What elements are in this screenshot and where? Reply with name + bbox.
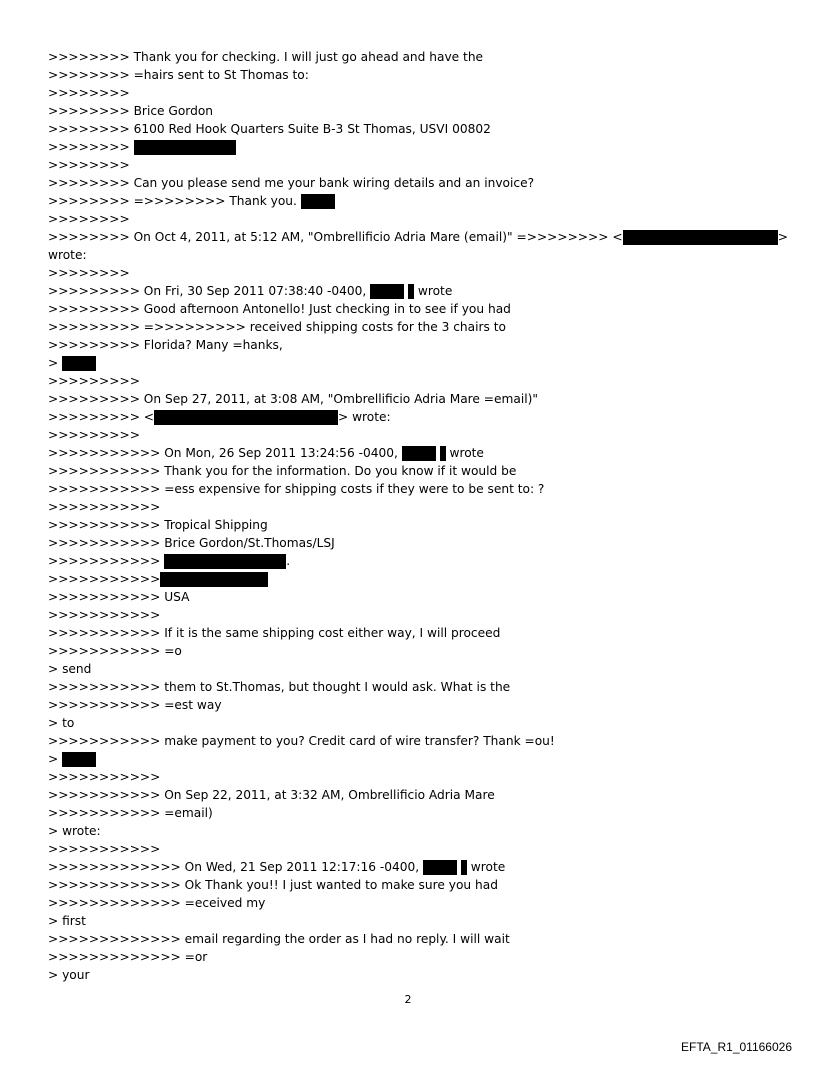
email-line: [48, 390, 788, 408]
email-line: [48, 210, 788, 228]
email-line: [48, 318, 788, 336]
email-line: [48, 714, 788, 732]
email-line: [48, 192, 788, 210]
email-line: [48, 516, 788, 534]
line-text: > send: [48, 662, 92, 676]
email-line: [48, 246, 788, 264]
line-text: >>>>>>>> Thank you for checking. I will just go ahead and have the: [48, 50, 484, 64]
redaction-box: [160, 572, 268, 587]
email-line: [48, 120, 788, 138]
line-text: wrote: [445, 446, 484, 460]
line-text: >>>>>>>>>>> make payment to you? Credit card of wire transfer? Thank =ou!: [48, 734, 555, 748]
line-text: >>>>>>>> =hairs sent to St Thomas to:: [48, 68, 309, 82]
line-text: >>>>>>>>>>> Tropical Shipping: [48, 518, 268, 532]
email-line: [48, 264, 788, 282]
email-body: [48, 48, 788, 984]
email-line: [48, 102, 788, 120]
email-line: [48, 480, 788, 498]
email-line: [48, 174, 788, 192]
line-text: >>>>>>>>> On Fri, 30 Sep 2011 07:38:40 -0400,: [48, 284, 371, 298]
redaction-box: [134, 140, 236, 155]
email-line: [48, 768, 788, 786]
line-text: >>>>>>>> Brice Gordon: [48, 104, 214, 118]
line-text: > to: [48, 716, 75, 730]
email-line: [48, 48, 788, 66]
email-line: [48, 606, 788, 624]
email-line: [48, 966, 788, 984]
redaction-box: [62, 752, 96, 767]
email-line: [48, 426, 788, 444]
line-text: >>>>>>>>>>>>> email regarding the order as I had no reply. I will wait: [48, 932, 510, 946]
line-text: >>>>>>>>>>>>> =eceived my: [48, 896, 266, 910]
line-text: >>>>>>>>>>>: [48, 554, 165, 568]
email-line: [48, 660, 788, 678]
line-text: >>>>>>>>>: [48, 428, 140, 442]
email-line: [48, 138, 788, 156]
email-line: [48, 552, 788, 570]
email-line: [48, 948, 788, 966]
line-text: >>>>>>>> Can you please send me your bank wiring details and an invoice?: [48, 176, 535, 190]
email-line: [48, 534, 788, 552]
line-text: >>>>>>>>>>> =est way: [48, 698, 222, 712]
email-line: [48, 372, 788, 390]
line-text: >>>>>>>>> Good afternoon Antonello! Just checking in to see if you had: [48, 302, 511, 316]
email-line: [48, 336, 788, 354]
email-line: [48, 930, 788, 948]
line-text: >: [48, 752, 63, 766]
line-text: .: [286, 554, 291, 568]
email-line: [48, 354, 788, 372]
line-text: > wrote:: [48, 824, 101, 838]
line-text: > wrote:: [338, 410, 391, 424]
line-text: > your: [48, 968, 90, 982]
email-line: [48, 624, 788, 642]
line-text: >>>>>>>>>>> If it is the same shipping cost either way, I will proceed: [48, 626, 501, 640]
line-text: >>>>>>>>> Florida? Many =hanks,: [48, 338, 283, 352]
email-line: [48, 912, 788, 930]
redaction-box: [62, 356, 96, 371]
email-line: [48, 282, 788, 300]
email-line: [48, 570, 788, 588]
email-line: [48, 156, 788, 174]
email-line: [48, 804, 788, 822]
email-line: [48, 678, 788, 696]
email-line: [48, 696, 788, 714]
redaction-box: [423, 860, 457, 875]
line-text: >>>>>>>>>>> Brice Gordon/St.Thomas/LSJ: [48, 536, 335, 550]
line-text: >>>>>>>>>>>>> Ok Thank you!! I just wanted to make sure you had: [48, 878, 498, 892]
email-line: [48, 462, 788, 480]
email-line: [48, 876, 788, 894]
line-text: >>>>>>>>>: [48, 374, 140, 388]
page-number: 2: [404, 993, 412, 1006]
redaction-box: [623, 230, 778, 245]
line-text: >>>>>>>>>>> On Sep 22, 2011, at 3:32 AM, Ombrellificio Adria Mare: [48, 788, 495, 802]
email-line: [48, 822, 788, 840]
line-text: >>>>>>>>: [48, 158, 130, 172]
line-text: >>>>>>>>>>>: [48, 608, 161, 622]
line-text: >>>>>>>>>>> Thank you for the information. Do you know if it would be: [48, 464, 517, 478]
email-line: [48, 840, 788, 858]
line-text: >>>>>>>>: [48, 86, 130, 100]
line-text: >>>>>>>>>>> them to St.Thomas, but thought I would ask. What is the: [48, 680, 511, 694]
line-text: >>>>>>>>> On Sep 27, 2011, at 3:08 AM, "Ombrellificio Adria Mare =email)": [48, 392, 538, 406]
line-text: >>>>>>>>: [48, 140, 134, 154]
email-line: [48, 858, 788, 876]
line-text: wrote: [414, 284, 453, 298]
email-line: [48, 750, 788, 768]
line-text: >>>>>>>>>>> =email): [48, 806, 213, 820]
line-text: > first: [48, 914, 86, 928]
redaction-box: [154, 410, 338, 425]
email-line: [48, 498, 788, 516]
line-text: >: [48, 356, 63, 370]
email-line: [48, 444, 788, 462]
document-id: EFTA_R1_01166026: [681, 1040, 792, 1054]
line-text: wrote:: [48, 248, 87, 262]
line-text: >>>>>>>>>>> USA: [48, 590, 190, 604]
line-text: wrote: [466, 860, 506, 874]
line-text: >>>>>>>>>>>: [48, 842, 161, 856]
line-text: >: [777, 230, 788, 244]
email-line: [48, 300, 788, 318]
line-text: >>>>>>>> 6100 Red Hook Quarters Suite B-3 St Thomas, USVI 00802: [48, 122, 491, 136]
line-text: >>>>>>>>> =>>>>>>>>> received shipping costs for the 3 chairs to: [48, 320, 506, 334]
redaction-box: [164, 554, 286, 569]
line-text: >>>>>>>> =>>>>>>>> Thank you.: [48, 194, 301, 208]
email-line: [48, 732, 788, 750]
line-text: >>>>>>>>>>>: [48, 500, 161, 514]
email-line: [48, 786, 788, 804]
email-line: [48, 408, 788, 426]
redaction-box: [370, 284, 404, 299]
line-text: >>>>>>>>: [48, 266, 130, 280]
line-text: >>>>>>>>>>> =o: [48, 644, 182, 658]
line-text: >>>>>>>>>>> =ess expensive for shipping costs if they were to be sent to: ?: [48, 482, 545, 496]
email-line: [48, 66, 788, 84]
line-text: >>>>>>>>>>>: [48, 770, 161, 784]
line-text: >>>>>>>>>>>: [48, 572, 161, 586]
redaction-box: [402, 446, 436, 461]
email-line: [48, 894, 788, 912]
email-line: [48, 84, 788, 102]
redaction-box: [301, 194, 335, 209]
line-text: >>>>>>>>: [48, 212, 130, 226]
line-text: >>>>>>>>> <: [48, 410, 154, 424]
email-line: [48, 642, 788, 660]
line-text: >>>>>>>>>>> On Mon, 26 Sep 2011 13:24:56 -0400,: [48, 446, 402, 460]
email-line: [48, 588, 788, 606]
line-text: >>>>>>>>>>>>> =or: [48, 950, 208, 964]
line-text: >>>>>>>>>>>>> On Wed, 21 Sep 2011 12:17:16 -0400,: [48, 860, 424, 874]
email-line: [48, 228, 788, 246]
line-text: >>>>>>>> On Oct 4, 2011, at 5:12 AM, "Ombrellificio Adria Mare (email)" =>>>>>>>> <: [48, 230, 623, 244]
